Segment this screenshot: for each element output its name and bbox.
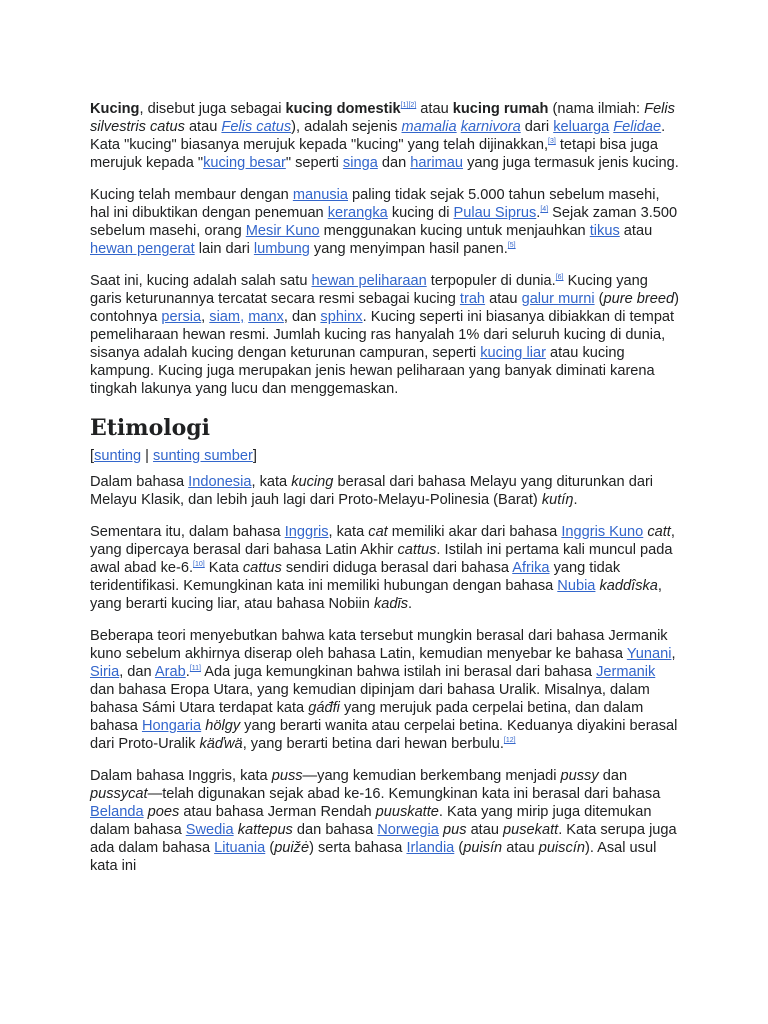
text-run: (nama ilmiah: [548,101,645,117]
text-run: ( [265,840,275,856]
citation-ref [401,102,417,109]
article-link[interactable]: lumbung [253,241,310,257]
text-run: Ada juga kemungkinan bahwa istilah ini berasal dari bahasa [200,664,597,680]
text-run: atau [619,223,653,239]
text-run: berasal dari bahasa Melayu yang diturunkan dari Melayu Klasik, dan lebih jauh lagi dari Proto-Melayu-Polinesia (Barat) [90,474,654,508]
citation-link[interactable]: [12] [503,737,516,745]
text-run: yang berarti wanita atau cerpelai betina. Keduanya diyakini berasal dari Proto-Uralik [90,718,678,752]
citation-ref [548,138,556,145]
text-run: Beberapa teori menyebutkan bahwa kata tersebut mungkin berasal dari bahasa Jermanik kuno sebelum akhirnya diserap oleh bahasa Latin, kemudian menyebar ke bahasa [90,628,668,662]
italic-term: puuskatte [375,804,439,820]
text-run: Kucing telah membaur dengan [90,187,293,203]
italic-term: pus [442,822,467,838]
article-link[interactable]: singa [342,155,378,171]
article-link[interactable]: Indonesia [188,474,252,490]
italic-term: pusekatt [503,822,559,838]
italic-term: cattus [242,560,282,576]
text-run: —telah digunakan sejak abad ke-16. Kemungkinan kata ini berasal dari bahasa [147,786,661,802]
article-link[interactable]: Siria [90,664,120,680]
article-link[interactable]: Felidae [613,119,662,135]
citation-ref [190,665,201,672]
text-run: Saat ini, kucing adalah salah satu [90,273,312,289]
citation-link[interactable]: [1][2] [400,102,417,110]
text-run: atau bahasa Jerman Rendah [179,804,376,820]
text-run: " seperti [285,155,343,171]
text-run: lain dari [194,241,254,257]
italic-term: pussy [560,768,599,784]
text-run: , [201,309,210,325]
bold-term: Kucing [90,101,140,117]
text-run: ). Asal usul kata ini [90,840,657,874]
text-run: . Istilah ini pertama kali muncul pada awal abad ke-6. [90,542,673,576]
text-run: . [408,596,413,612]
text-run: , yang berarti kucing liar, atau bahasa Nobiin [90,578,662,612]
bold-term: kucing domestik [285,101,401,117]
italic-term: cattus [397,542,437,558]
bold-term: kucing rumah [452,101,549,117]
text-run: yang juga termasuk jenis kucing. [463,155,679,171]
article-link[interactable]: kucing besar [203,155,286,171]
article-link[interactable]: Hongaria [141,718,202,734]
text-run: , dan [119,664,155,680]
article-body [90,100,680,889]
text-run: Dalam bahasa [90,474,189,490]
article-link[interactable]: karnivora [460,119,521,135]
text-run: . [185,664,190,680]
article-link[interactable]: harimau [410,155,464,171]
article-link[interactable]: hewan pengerat [90,241,195,257]
edit-separator: | [141,448,154,464]
text-run: . Kata yang mirip juga ditemukan dalam bahasa [90,804,652,838]
article-link[interactable]: manusia [292,187,348,203]
article-link[interactable]: Yunani [626,646,672,662]
text-run: Kata [204,560,243,576]
text-run: dan bahasa Eropa Utara, yang kemudian dipinjam dari bahasa Uralik. Misalnya, dalam bahasa Sámi Utara terdapat kata [90,682,650,716]
article-link[interactable]: Jermanik [596,664,656,680]
text-run: atau [502,840,539,856]
text-run: ), adalah sejenis [291,119,402,135]
section-heading-etimologi: Etimologi [90,415,211,441]
text-run: Kucing yang garis keturunannya tercatat secara resmi sebagai kucing [90,273,648,307]
edit-link[interactable]: sunting [94,448,142,464]
article-link[interactable]: Arab [154,664,186,680]
citation-ref [508,242,516,249]
intro-section [90,100,680,398]
section-edit-links [90,447,680,465]
italic-term: hölgy [205,718,241,734]
text-run: , kata [251,474,292,490]
article-link[interactable]: Pulau Siprus [453,205,537,221]
text-run: Dalam bahasa Inggris, kata [90,768,272,784]
italic-term: poes [147,804,180,820]
italic-term: catt [647,524,671,540]
article-link[interactable]: manx [248,309,284,325]
italic-term: kucing [291,474,334,490]
italic-term: kaddîska [599,578,658,594]
text-run: dan [377,155,411,171]
italic-term: pure breed [603,291,675,307]
intro-paragraph [90,186,680,258]
text-run: atau kucing kampung. Kucing juga merupakan jenis hewan peliharaan yang banyak diminati karena tingkah lakunya yang lucu dan menggemaskan. [90,345,655,397]
text-run: atau [416,101,453,117]
text-run: dari [520,119,554,135]
intro-paragraph [90,100,680,172]
text-run: ) serta bahasa [309,840,407,856]
italic-term: pussycat [90,786,148,802]
text-run: dan [598,768,628,784]
edit-bracket-open: [ [90,448,95,464]
text-run: terpopuler di dunia. [426,273,556,289]
italic-term: kadīs [373,596,409,612]
text-run: sendiri diduga berasal dari bahasa [281,560,513,576]
italic-term: kutíŋ [541,492,574,508]
text-run: . [536,205,541,221]
italic-term: puižė [274,840,310,856]
text-run: ( [454,840,464,856]
article-link[interactable]: sphinx [320,309,363,325]
text-run: . Kucing seperti ini biasanya dibiakkan di tempat pemeliharaan hewan resmi. Jumlah kucing ras hanyalah 1% dari seluruh kucing di dunia, sisanya adalah kucing dengan keturunan campuran, seperti [90,309,675,361]
citation-link[interactable]: [3] [548,138,556,146]
citation-link[interactable]: [6] [555,274,564,282]
article-link[interactable]: mamalia [401,119,457,135]
text-run: ) contohnya [90,291,679,325]
text-run: , yang dipercaya berasal dari bahasa Latin Akhir [90,524,675,558]
italic-term: puiscín [538,840,585,856]
text-run: yang menyimpan hasil panen. [309,241,508,257]
text-run: —yang kemudian berkembang menjadi [302,768,561,784]
article-link[interactable]: kucing liar [480,345,546,361]
citation-ref [193,561,205,568]
text-run: , yang berarti betina dari hewan berbulu. [242,736,504,752]
text-run: . Kata serupa juga ada dalam bahasa [90,822,677,856]
article-link[interactable]: Inggris [284,524,329,540]
text-run: atau [485,291,522,307]
text-run: yang merujuk pada cerpelai betina, dan dalam bahasa [90,700,644,734]
citation-link[interactable]: [11] [189,665,201,673]
article-link[interactable]: Belanda [90,804,144,820]
text-run: kucing di [387,205,454,221]
text-run: Sejak zaman 3.500 sebelum masehi, orang [90,205,678,239]
text-run: , disebut juga sebagai [139,101,286,117]
citation-ref [556,274,564,281]
text-run: . Kata "kucing" biasanya merujuk kepada "kucing" yang telah dijinakkan, [90,119,666,153]
article-link[interactable]: Nubia [557,578,596,594]
etymology-paragraph [90,473,680,509]
etymology-section [90,473,680,875]
italic-term: puss [271,768,303,784]
article-link[interactable]: Irlandia [406,840,455,856]
italic-term: kattepus [237,822,293,838]
citation-ref [504,737,516,744]
article-link[interactable]: trah [459,291,486,307]
italic-term: gáđfi [308,700,340,716]
article-link[interactable]: Lituania [214,840,266,856]
article-link[interactable]: keluarga [553,119,610,135]
etymology-paragraph [90,627,680,753]
article-link[interactable]: Afrika [512,560,550,576]
italic-term: Felis silvestris catus [90,101,675,135]
text-run: , [671,646,676,662]
etymology-paragraph [90,767,680,875]
text-run: atau [184,119,222,135]
intro-paragraph [90,272,680,398]
text-run: , dan [283,309,321,325]
text-run: atau [466,822,504,838]
article-link[interactable]: Norwegia [377,822,439,838]
text-run: ( [594,291,604,307]
article-link[interactable]: Felis catus [221,119,292,135]
text-run: paling tidak sejak 5.000 tahun sebelum masehi, hal ini dibuktikan dengan penemuan [90,187,660,221]
edit-source-link[interactable]: sunting sumber [153,448,253,464]
text-run: . [573,492,578,508]
citation-link[interactable]: [10] [193,561,205,569]
text-run: Sementara itu, dalam bahasa [90,524,285,540]
text-run: dan bahasa [292,822,378,838]
article-link[interactable]: galur murni [521,291,595,307]
article-link[interactable]: kerangka [327,205,388,221]
citation-ref [540,206,548,213]
citation-link[interactable]: [4] [540,206,549,214]
text-run: yang tidak teridentifikasi. Kemungkinan kata ini memiliki hubungan dengan bahasa [90,560,621,594]
citation-link[interactable]: [5] [507,242,516,250]
text-run: memiliki akar dari bahasa [387,524,562,540]
italic-term: cat [368,524,388,540]
italic-term: käďwä [199,736,243,752]
text-run: menggunakan kucing untuk menjauhkan [319,223,590,239]
edit-bracket-close: ] [252,448,257,464]
article-link[interactable]: Inggris Kuno [561,524,644,540]
text-run: , kata [328,524,369,540]
text-run: tetapi bisa juga merujuk kepada " [90,137,659,171]
article-link[interactable]: Swedia [185,822,234,838]
article-link[interactable]: persia [161,309,202,325]
article-link[interactable]: tikus [589,223,620,239]
italic-term: puisín [463,840,503,856]
etymology-paragraph [90,523,680,613]
article-link[interactable]: siam, [209,309,245,325]
article-link[interactable]: Mesir Kuno [245,223,320,239]
article-link[interactable]: hewan peliharaan [311,273,427,289]
